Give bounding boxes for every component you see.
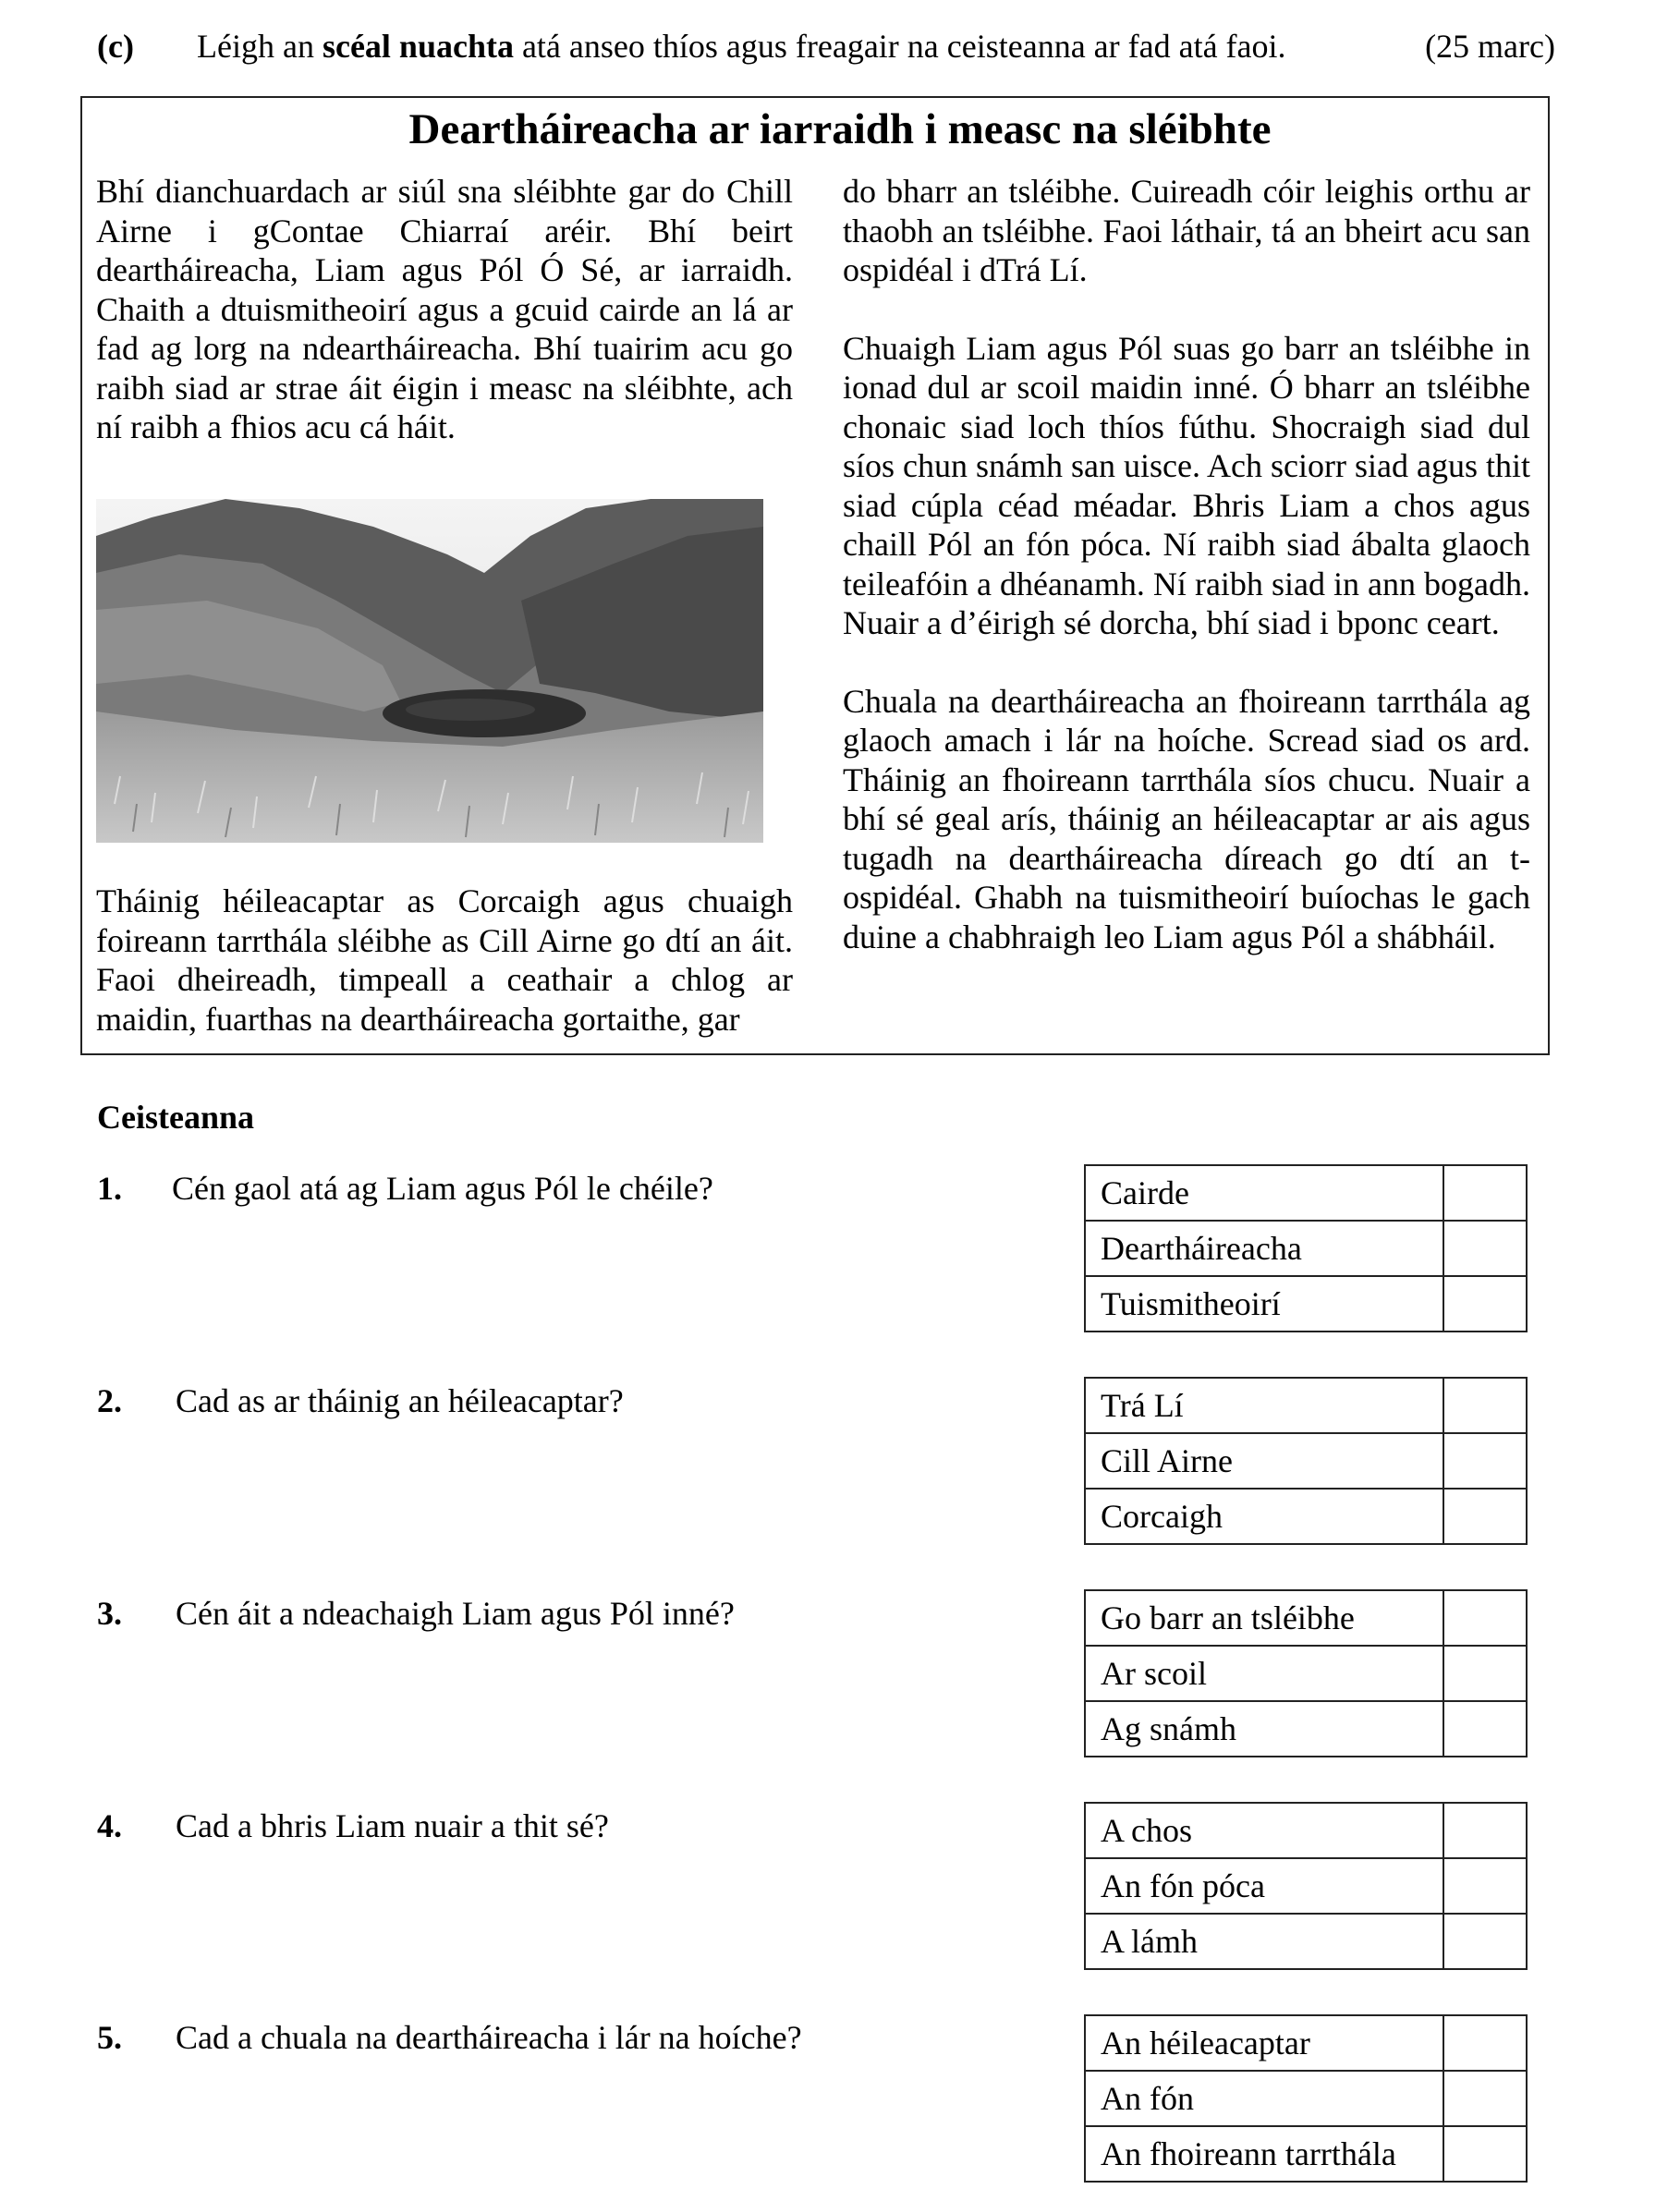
option-label: Ar scoil [1085,1646,1443,1701]
article-left-column-bottom [96,882,793,1039]
question-3-number: 3. [97,1595,122,1632]
marks: (25 marc) [1425,28,1555,65]
part-label: (c) [97,28,134,65]
article-right-column [843,172,1530,956]
option-label: An fón póca [1085,1858,1443,1914]
article-left-column-top [96,172,793,447]
instruction [197,26,1286,67]
question-2-text: Cad as ar tháinig an héileacaptar? [176,1382,624,1419]
question-4-text: Cad a bhris Liam nuair a thit sé? [176,1807,609,1844]
option-label: Tuismitheoirí [1085,1276,1443,1332]
option-row [1085,1914,1527,1969]
answer-tick-box[interactable] [1443,1858,1527,1914]
instruction-pre: Léigh an [197,28,323,65]
option-label: Go barr an tsléibhe [1085,1590,1443,1646]
option-row [1085,1803,1527,1858]
answer-tick-box[interactable] [1443,1221,1527,1276]
option-row [1085,1701,1527,1757]
option-row [1085,1646,1527,1701]
option-row [1085,1378,1527,1433]
question-5-number: 5. [97,2019,122,2056]
option-row [1085,1221,1527,1276]
question-2-number: 2. [97,1382,122,1419]
article-paragraph-5: Chuala na deartháireacha an fhoireann tarrthála ag glaoch amach i lár na hoíche. Scread siad os ard. Tháinig an fhoireann tarrthála síos chucu. Nuair a bhí sé geal arís, tháinig an héileacaptar ar ais agus tugadh na deartháireacha díreach go dtí an t-ospidéal. Ghabh na tuismitheoirí buíochas le gach duine a chabhraigh leo Liam agus Pól a shábháil. [843,682,1530,955]
question-3-text: Cén áit a ndeachaigh Liam agus Pól inné? [176,1595,735,1632]
answer-tick-box[interactable] [1443,1165,1527,1221]
question-1-options [1084,1164,1528,1332]
answer-tick-box[interactable] [1443,1489,1527,1544]
option-row [1085,1165,1527,1221]
answer-tick-box[interactable] [1443,1701,1527,1757]
article-paragraph-3: do bharr an tsléibhe. Cuireadh cóir leighis orthu ar thaobh an tsléibhe. Faoi láthair, tá an bheirt acu san ospidéal i dTrá Lí. [843,173,1530,288]
option-label: Deartháireacha [1085,1221,1443,1276]
answer-tick-box[interactable] [1443,1433,1527,1489]
option-label: Ag snámh [1085,1701,1443,1757]
option-label: An fón [1085,2071,1443,2126]
option-row [1085,2126,1527,2182]
instruction-post: atá anseo thíos agus freagair na ceisteanna ar fad atá faoi. [513,28,1286,65]
question-3-options [1084,1589,1528,1757]
question-1-text: Cén gaol atá ag Liam agus Pól le chéile? [172,1170,713,1207]
article-paragraph-1: Bhí dianchuardach ar siúl sna sléibhte gar do Chill Airne i gContae Chiarraí aréir. Bhí beirt deartháireacha, Liam agus Pól Ó Sé, ar iarraidh. Chaith a dtuismitheoirí agus a gcuid cairde an lá ar fad ag lorg na ndeartháireacha. Bhí tuairim acu go raibh siad ar strae áit éigin i measc na sléibhte, ach ní raibh a fhios acu cá háit. [96,173,793,445]
instruction-bold: scéal nuachta [322,28,514,65]
option-label: Corcaigh [1085,1489,1443,1544]
answer-tick-box[interactable] [1443,1914,1527,1969]
option-row [1085,1489,1527,1544]
option-row [1085,2015,1527,2071]
option-label: Cairde [1085,1165,1443,1221]
option-label: An fhoireann tarrthála [1085,2126,1443,2182]
answer-tick-box[interactable] [1443,2126,1527,2182]
questions-heading: Ceisteanna [97,1099,254,1136]
question-1-number: 1. [97,1170,122,1207]
option-label: A lámh [1085,1914,1443,1969]
option-row [1085,1590,1527,1646]
answer-tick-box[interactable] [1443,1646,1527,1701]
answer-tick-box[interactable] [1443,1378,1527,1433]
question-2-options [1084,1377,1528,1545]
option-row [1085,1858,1527,1914]
option-row [1085,1276,1527,1332]
mountain-lake-photo [96,499,763,843]
question-4-number: 4. [97,1807,122,1844]
option-label: Cill Airne [1085,1433,1443,1489]
article-paragraph-2: Tháinig héileacaptar as Corcaigh agus chuaigh foireann tarrthála sléibhe as Cill Airne go dtí an áit. Faoi dheireadh, timpeall a ceathair a chlog ar maidin, fuarthas na deartháireacha gortaithe, gar [96,882,793,1038]
option-row [1085,1433,1527,1489]
option-label: Trá Lí [1085,1378,1443,1433]
answer-tick-box[interactable] [1443,2071,1527,2126]
answer-tick-box[interactable] [1443,1803,1527,1858]
question-5-options [1084,2014,1528,2183]
question-5-text: Cad a chuala na deartháireacha i lár na hoíche? [176,2019,802,2056]
answer-tick-box[interactable] [1443,1276,1527,1332]
option-row [1085,2071,1527,2126]
option-label: A chos [1085,1803,1443,1858]
article-paragraph-4: Chuaigh Liam agus Pól suas go barr an tsléibhe in ionad dul ar scoil maidin inné. Ó bharr an tsléibhe chonaic siad loch thíos fúthu. Shocraigh siad dul síos chun snámh san uisce. Ach sciorr siad agus thit siad cúpla céad méadar. Bhris Liam a chos agus chaill Pól an fón póca. Ní raibh siad ábalta glaoch teileafóin a dhéanamh. Ní raibh siad in ann bogadh. Nuair a d’éirigh sé dorcha, bhí siad i bponc ceart. [843,329,1530,641]
question-4-options [1084,1802,1528,1970]
answer-tick-box[interactable] [1443,1590,1527,1646]
article-title: Deartháireacha ar iarraidh i measc na sléibhte [408,105,1272,153]
answer-tick-box[interactable] [1443,2015,1527,2071]
option-label: An héileacaptar [1085,2015,1443,2071]
